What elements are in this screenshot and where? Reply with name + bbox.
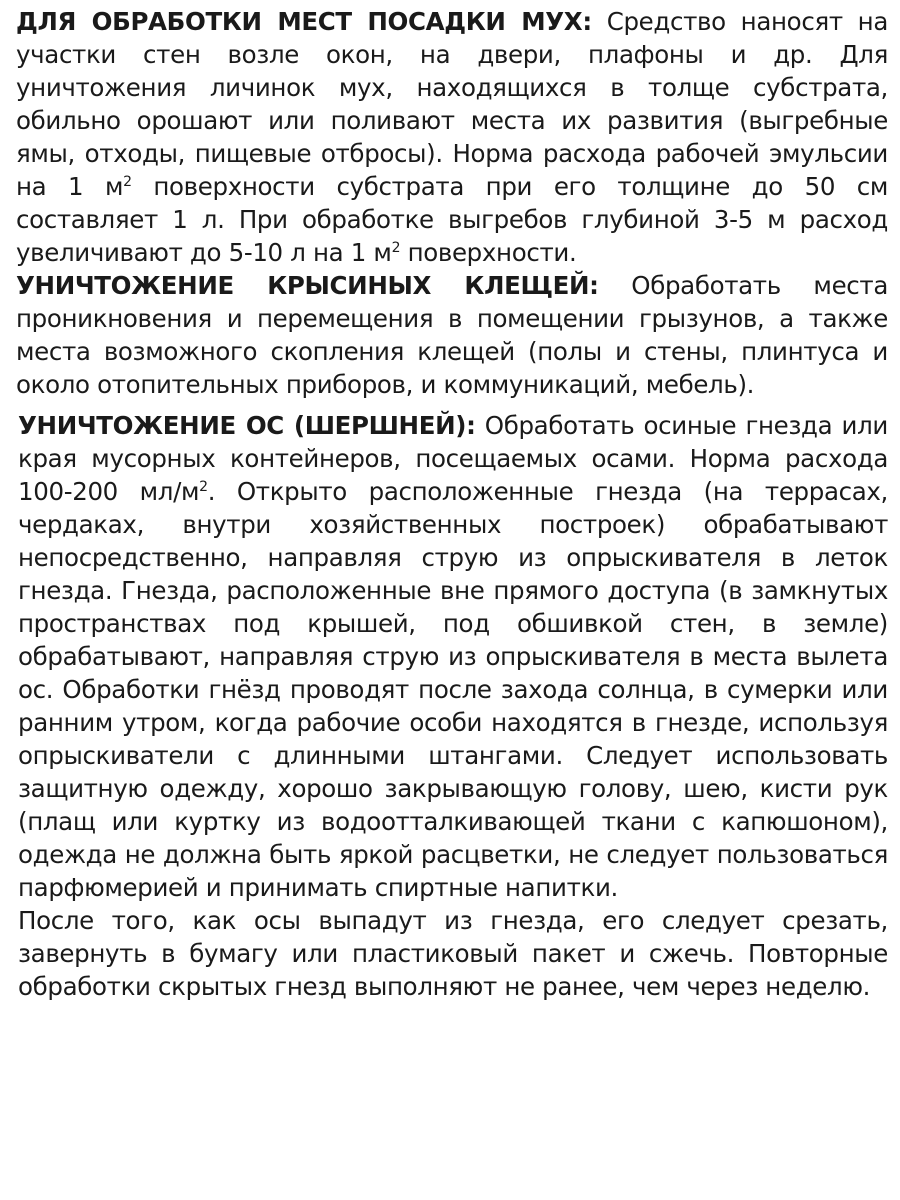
wasps-text-part-1: Обработать осиные гнезда или края мусорных контейнеров, посещаемых осами. Норма расхода 100-200 мл/м [18, 411, 888, 506]
wasps-section [16, 409, 888, 904]
mites-text: Обработать места проникновения и перемещения в помещении грызунов, а также места возможного скопления клещей (полы и стены, плинтуса и около отопительных приборов, и коммуникаций, мебель). [16, 271, 888, 399]
mites-section [16, 269, 888, 401]
wasps-followup-paragraph: После того, как осы выпадут из гнезда, его следует срезать, завернуть в бумагу или пластиковый пакет и сжечь. Повторные обработки скрытых гнезд выполняют не ранее, чем через неделю. [18, 906, 888, 1001]
instruction-document [16, 5, 888, 1003]
mites-heading: УНИЧТОЖЕНИЕ КРЫСИНЫХ КЛЕЩЕЙ: [16, 271, 599, 300]
flies-section [16, 5, 888, 269]
wasps-superscript: 2 [199, 479, 208, 495]
section-spacer [16, 401, 888, 409]
flies-superscript-1: 2 [123, 174, 132, 190]
flies-heading: ДЛЯ ОБРАБОТКИ МЕСТ ПОСАДКИ МУХ: [16, 7, 592, 36]
flies-text-part-3: поверхности. [400, 238, 577, 267]
wasps-text-part-2: . Открыто расположенные гнезда (на террасах, чердаках, внутри хозяйственных построек) обрабатывают непосредственно, направляя струю из опрыскивателя в леток гнезда. Гнезда, расположенные вне прямого доступа (в замкнутых пространствах под крышей, под обшивкой стен, в земле) обрабатывают, направляя струю из опрыскивателя в места вылета ос. Обработки гнёзд проводят после захода солнца, в сумерки или ранним утром, когда рабочие особи находятся в гнезде, используя опрыскиватели с длинными штангами. Следует использовать защитную одежду, хорошо закрывающую голову, шею, кисти рук (плащ или куртку из водоотталкивающей ткани с капюшоном), одежда не должна быть яркой расцветки, не следует пользоваться парфюмерией и принимать спиртные напитки. [18, 477, 888, 902]
flies-text-part-2: поверхности субстрата при его толщине до 50 см составляет 1 л. При обработке выгребов глубиной 3-5 м расход увеличивают до 5-10 л на 1 м [16, 172, 889, 267]
flies-superscript-2: 2 [391, 240, 401, 256]
flies-text-part-1: Средство наносят на участки стен возле окон, на двери, плафоны и др. Для уничтожения личинок мух, находящихся в толще субстрата, обильно орошают или поливают места их развития (выгребные ямы, отходы, пищевые отбросы). Норма расхода рабочей эмульсии на 1 м [16, 7, 889, 201]
wasps-heading: УНИЧТОЖЕНИЕ ОС (ШЕРШНЕЙ): [18, 411, 476, 440]
